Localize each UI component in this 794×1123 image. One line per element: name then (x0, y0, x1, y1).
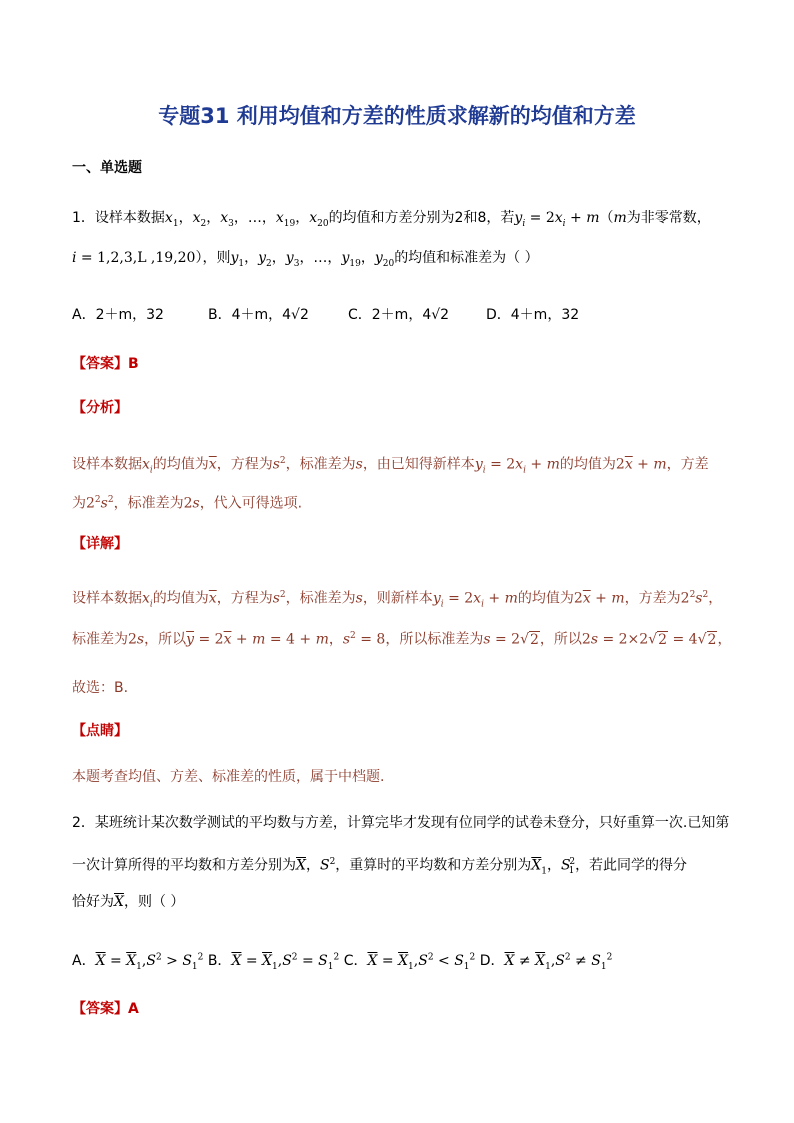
q1-detail-line-2: 标准差为2s，所以$\overline{y} = 2\overline{x} + m = 4 + m$，$s^2 = 8$，所以标准差为s = 2√2，所以2s = 2×2√2 = 4√2， (72, 631, 732, 648)
q1-answer: 【答案】B (72, 356, 139, 372)
q1-option-c: C．2＋m，4√2 (348, 307, 450, 323)
q2-stem-line-2: 一次计算所得的平均数和方差分别为$\overline{X}$，$S^2$，重算时的平均数和方差分别为$\overline{X}_1$，$S_1^2$，若此同学的得分 (72, 857, 688, 877)
q1-option-d: D．4＋m，32 (486, 307, 580, 323)
q1-detail-tag: 【详解】 (72, 536, 128, 552)
q1-option-a: A．2＋m，32 (72, 307, 164, 323)
q2-stem-line-1: 2．某班统计某次数学测试的平均数与方差，计算完毕才发现有位同学的试卷未登分，只好重算一次.已知第 (72, 815, 730, 831)
q2-option-b: B．$\overline{X} = \overline{X}_1,S^2 = S_1^2$ (207, 952, 340, 972)
q1-remark-tag: 【点睛】 (72, 723, 128, 739)
q1-choose: 故选：B. (72, 680, 129, 696)
q1-analysis-line-1: 设样本数据$x_i$的均值为$\overline{x}$，方程为$s^2$，标准差为s，由已知得新样本$y_i = 2x_i + m$的均值为$2\overline{x} + m$，方差 (72, 456, 709, 476)
q2-option-c: C．$\overline{X} = \overline{X}_1,S^2 < S_1^2$ (343, 952, 476, 972)
q1-detail-line-1: 设样本数据$x_i$的均值为$\overline{x}$，方程为$s^2$，标准差为s，则新样本$y_i = 2x_i + m$的均值为$2\overline{x} + m$，方差为$2^2s^2$， (72, 590, 723, 610)
q1-option-b: B．4＋m，4√2 (208, 307, 309, 323)
q2-options-row (72, 947, 612, 976)
section-heading: 一、单选题 (72, 160, 142, 176)
q2-option-d: D．$\overline{X} \ne \overline{X}_1,S^2 \ne S_1^2$ (479, 952, 613, 972)
q1-stem-line-1: 1．设样本数据$x_1$，$x_2$，$x_3$，…，$x_{19}$，$x_{20}$的均值和方差分别为2和8，若$y_i = 2x_i + m(m$为非零常数， (72, 210, 711, 229)
page-title: 专题31 利用均值和方差的性质求解新的均值和方差 (158, 104, 636, 128)
q1-analysis-tag: 【分析】 (72, 400, 128, 416)
q1-remark: 本题考查均值、方差、标准差的性质，属于中档题. (72, 769, 385, 785)
q2-stem-line-3: 恰好为$\overline{X}$，则（ ） (72, 894, 185, 910)
q1-stem-line-2: i = 1,2,3,L ,19,20），则$y_1$，$y_2$，$y_3$，…，$y_{19}$，$y_{20}$的均值和标准差为（ ） (72, 250, 539, 269)
q2-option-a: A．$\overline{X} = \overline{X}_1,S^2 > S_1^2$ (72, 952, 204, 972)
q2-answer: 【答案】A (72, 1001, 139, 1017)
q1-analysis-line-2: 为$2^2s^2$，标准差为2s，代入可得选项. (72, 495, 303, 512)
